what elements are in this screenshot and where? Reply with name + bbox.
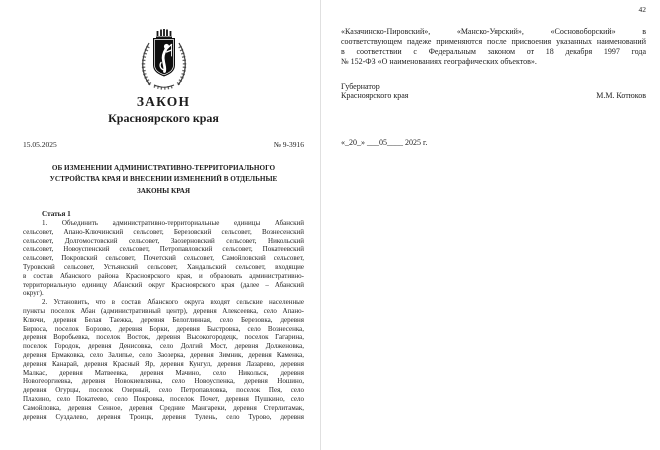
text-line: пункты поселок Абан (административный центр), деревня Алексеевка, село Апано- [23,306,304,315]
page-left [0,0,321,450]
text-line: территориальную единицу Абанский округ Красноярского края (далее – Абанский [23,280,304,289]
text-line: поселок Городок, деревня Денисовка, село Долгий Мост, деревня Долженовка, [23,342,304,351]
text-line: деревня Канарай, деревня Красный Яр, деревня Кунгул, деревня Лазарево, деревня [23,359,304,368]
text-line: «Казачинско-Пировский», «Манско-Уярский», «Сосновоборский» в [341,27,646,36]
text-line: 1. Объединить административно-территориальные единицы Абанский [42,219,304,228]
paragraph-1 [23,219,304,298]
signature-position [341,82,408,101]
text-line: деревня Ермаковка, село Залипье, село Заозерка, деревня Зимник, деревня Каменка, [23,350,304,359]
text-line: сельсовет, Новоуспенский сельсовет, Петропавловский сельсовет, Покатеевский [23,245,304,254]
text-line: Плахино, село Покатеево, село Покровка, поселок Почет, деревня Пушкино, село [23,394,304,403]
text-line: деревня Огурцы, поселок Озерный, село Петропавловка, поселок Пея, село [23,386,304,395]
emblem-svg [138,28,190,90]
text-line: деревня Суздалево, деревня Троицк, деревня Тулень, село Турово, деревня [23,412,304,421]
doc-date: 15.05.2025 [23,140,57,149]
signature-position-line2: Красноярского края [341,91,409,101]
signature-block [341,82,646,101]
doc-region-heading: Красноярского края [108,111,219,125]
paragraph-2 [23,298,304,421]
continuation-paragraph [341,27,646,67]
page-number: 42 [638,5,646,14]
doc-number: № 9-3916 [273,140,304,149]
text-line: Самойловка, деревня Сенное, деревня Средние Мангареки, деревня Стерлитамак, [23,403,304,412]
text-line: в состав Абанского района Красноярского края, и образовать административно- [23,271,304,280]
text-line: № 152-ФЗ «О наименованиях географических объектов». [341,56,537,66]
text-line: в соответствии с Федеральным законом от 18 декабря 1997 года [341,46,646,56]
text-line: сельсовет, Покровский сельсовет, Почетский сельсовет, Самойловский сельсовет, [23,254,304,263]
text-line: УСТРОЙСТВА КРАЯ И ВНЕСЕНИИ ИЗМЕНЕНИЙ В ОТДЕЛЬНЫЕ [49,175,278,184]
text-line: Ключи, деревня Белая Таежка, деревня Белоглинная, село Березовка, деревня [23,315,304,324]
text-line: сельсовет, Долгомостовский сельсовет, Заозерновский сельсовет, Никольский [23,236,304,245]
text-line: ОБ ИЗМЕНЕНИИ АДМИНИСТРАТИВНО-ТЕРРИТОРИАЛЬНОГО [51,164,276,172]
signature-name: М.М. Котюков [596,91,646,101]
krasnoyarsk-krai-coat-of-arms-icon [138,28,190,90]
page-right [321,0,660,450]
doc-type-heading: ЗАКОН [136,94,191,109]
sign-date: «_20_» ___05____ 2025 г. [341,137,428,147]
text-line: 2. Установить, что в состав Абанского округа входят сельские населенные [42,298,304,307]
doc-title [23,163,304,197]
text-line: ЗАКОНЫ КРАЯ [136,186,191,195]
text-line: соответствующем падеже применяются после присвоения указанных наименований [341,36,646,46]
text-line: Туровский сельсовет, Устьянский сельсовет, Хандальский сельсовет, входящие [23,263,304,271]
signature-position-line1: Губернатор [341,81,380,91]
text-line: Бирюса, поселок Борзово, деревня Борки, деревня Быстровка, село Вознесенка, [23,324,304,333]
text-line: деревня Воробьевка, поселок Восток, деревня Высокогородецк, поселок Гагарина, [23,333,304,342]
text-line: округ). [23,289,44,298]
text-line: Новогеоргиевка, деревня Новокиевлянка, село Новоуспенка, деревня Ношино, [23,377,304,386]
doc-meta-row [23,140,304,149]
article-heading: Статья 1 [42,210,71,219]
text-line: Малкас, деревня Матвеевка, деревня Мачино, село Никольск, деревня [23,368,304,377]
text-line: сельсовет, Апано-Ключинский сельсовет, Березовский сельсовет, Вознесенский [23,227,304,236]
